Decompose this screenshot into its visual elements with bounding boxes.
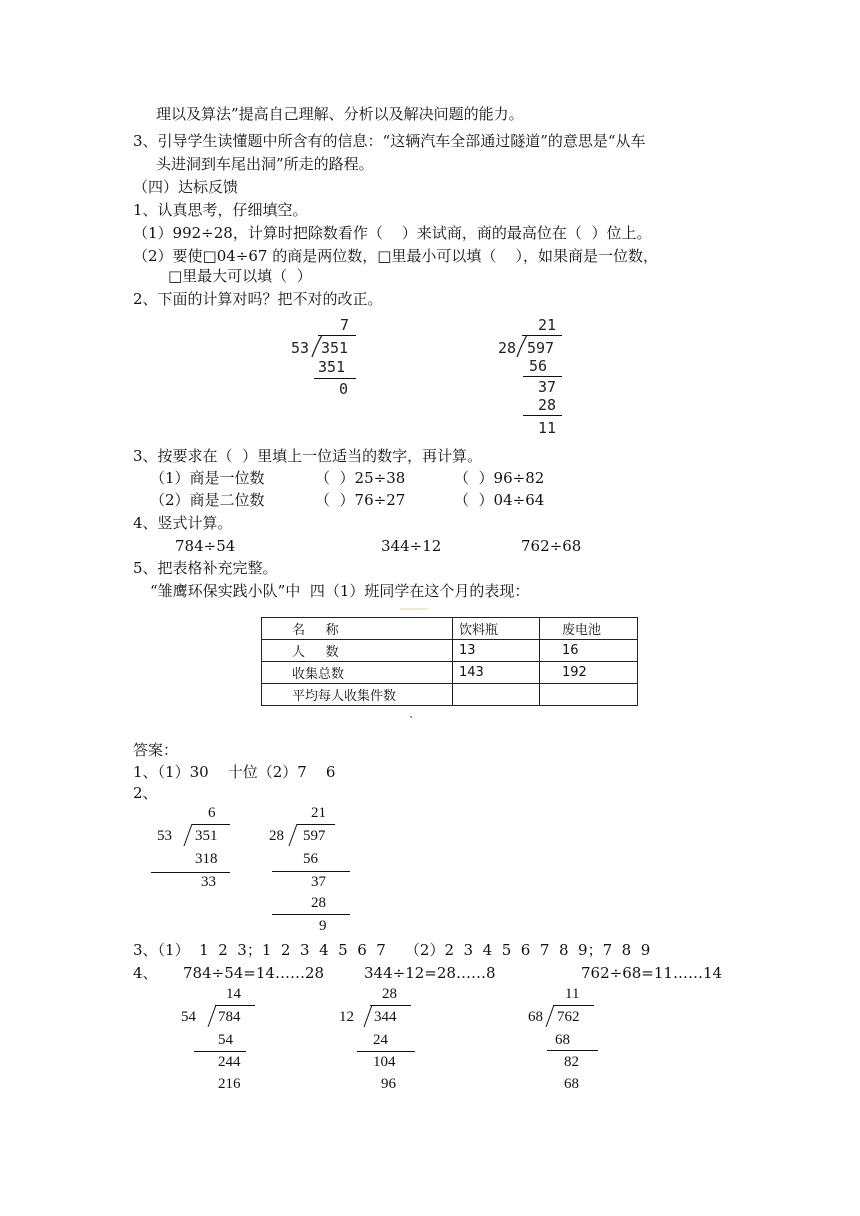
q3-row1-b: （ ）96÷82 <box>454 469 545 487</box>
table-cell: 平均每人收集件数 <box>262 684 453 706</box>
calc-quotient: 21 <box>538 316 557 334</box>
table-cell: 人 数 <box>262 640 453 662</box>
calc-quotient: 28 <box>382 986 397 1002</box>
division-bracket-icon <box>362 1004 374 1028</box>
q3-row1-a: （ ）25÷38 <box>315 469 406 487</box>
answer-1: 1、（1）30 十位（2）7 6 <box>133 763 336 781</box>
table-cell <box>453 684 540 706</box>
calc-step: 216 <box>218 1076 241 1092</box>
calc-step: 28 <box>311 895 326 911</box>
q1-item-2b: □里最大可以填（ ） <box>168 267 312 285</box>
section-title: （四）达标反馈 <box>133 178 239 196</box>
calc-dividend: 784 <box>218 1009 241 1025</box>
table-cell <box>540 684 638 706</box>
table-cell: 13 <box>453 640 540 662</box>
q2-title: 2、下面的计算对吗？把不对的改正。 <box>133 290 383 308</box>
calc-step: 54 <box>218 1032 233 1048</box>
q3-row2-b: （ ）04÷64 <box>454 491 545 509</box>
q3-row2-a: （ ）76÷27 <box>315 491 406 509</box>
calc-quotient: 7 <box>340 316 350 334</box>
calc-mid: 104 <box>373 1054 396 1070</box>
answer-4-label: 4、 <box>133 964 158 982</box>
table-cell: 饮料瓶 <box>453 618 540 640</box>
calc-dividend: 351 <box>195 828 218 844</box>
calc-step: 56 <box>529 357 548 375</box>
calc-mid: 37 <box>538 378 557 396</box>
calc-divisor: 53 <box>157 828 172 844</box>
table-cell: 收集总数 <box>262 662 453 684</box>
calc-quotient: 11 <box>565 986 580 1002</box>
calc-step: 68 <box>564 1076 579 1092</box>
calc-quotient: 6 <box>208 805 216 821</box>
answer-4-expr-3: 762÷68=11……14 <box>581 964 723 982</box>
intro-line-2: 3、引导学生读懂题中所含有的信息：“这辆汽车全部通过隧道”的意思是“从车 <box>133 132 646 150</box>
table-cell: 143 <box>453 662 540 684</box>
calc-mid: 244 <box>218 1054 241 1070</box>
answer-4-expr-1: 784÷54=14……28 <box>183 964 325 982</box>
calc-dividend: 597 <box>527 339 555 357</box>
calc-remainder: 0 <box>339 380 349 398</box>
answer-4-expr-2: 344÷12=28……8 <box>364 964 496 982</box>
stray-mark: ` <box>409 715 415 728</box>
division-bracket-icon <box>544 1004 556 1028</box>
calc-mid: 82 <box>564 1054 579 1070</box>
q3-title: 3、按要求在（ ）里填上一位适当的数字，再计算。 <box>133 447 483 465</box>
calc-dividend: 344 <box>374 1009 397 1025</box>
q1-title: 1、认真思考，仔细填空。 <box>133 201 308 219</box>
division-bracket-icon <box>206 1004 218 1028</box>
calc-step: 56 <box>303 851 318 867</box>
calc-dividend: 351 <box>321 339 349 357</box>
table-row <box>262 618 638 640</box>
table-row <box>262 662 638 684</box>
q4-expr-1: 784÷54 <box>175 537 236 555</box>
q3-row1-label: （1）商是一位数 <box>150 469 265 487</box>
table-cell: 废电池 <box>540 618 638 640</box>
answer-3: 3、（1） 1 2 3；1 2 3 4 5 6 7 （2）2 3 4 5 6 7 8 9；7 8 9 <box>133 941 651 959</box>
calc-remainder: 11 <box>538 419 557 437</box>
calc-divisor: 28 <box>498 339 517 357</box>
division-bracket-icon <box>182 823 194 847</box>
q5-subtitle: “雏鹰环保实践小队”中 四（1）班同学在这个月的表现： <box>150 582 530 600</box>
calc-quotient: 14 <box>226 986 241 1002</box>
q5-title: 5、把表格补充完整。 <box>133 559 278 577</box>
q1-item-2a: （2）要使□04÷67 的商是两位数，□里最小可以填（ ），如果商是一位数， <box>133 247 658 265</box>
division-bracket-icon <box>287 823 299 847</box>
calc-step: 351 <box>318 358 346 376</box>
calc-step: 24 <box>373 1032 388 1048</box>
table-cell: 名 称 <box>262 618 453 640</box>
calc-divisor: 28 <box>269 828 284 844</box>
q4-title: 4、竖式计算。 <box>133 514 233 532</box>
table-cell: 16 <box>540 640 638 662</box>
calc-divisor: 12 <box>339 1009 354 1025</box>
intro-line-1: 理以及算法”提高自己理解、分析以及解决问题的能力。 <box>156 105 524 123</box>
calc-remainder: 33 <box>201 874 216 890</box>
answers-title: 答案： <box>133 741 179 759</box>
intro-line-3: 头进洞到车尾出洞”所走的路程。 <box>156 155 374 173</box>
calc-divisor: 53 <box>291 339 310 357</box>
q3-row2-label: （2）商是二位数 <box>150 491 265 509</box>
q4-expr-3: 762÷68 <box>521 537 582 555</box>
calc-quotient: 21 <box>311 805 326 821</box>
calc-mid: 37 <box>311 874 326 890</box>
table-cell: 192 <box>540 662 638 684</box>
table-row <box>262 640 638 662</box>
calc-step: 96 <box>381 1076 396 1092</box>
table-row <box>262 684 638 706</box>
calc-divisor: 54 <box>181 1009 196 1025</box>
calc-step: 318 <box>195 851 218 867</box>
results-table <box>261 617 638 706</box>
calc-dividend: 597 <box>303 828 326 844</box>
calc-step: 28 <box>538 396 557 414</box>
calc-dividend: 762 <box>557 1009 580 1025</box>
answer-2-label: 2、 <box>133 784 158 802</box>
q4-expr-2: 344÷12 <box>381 537 442 555</box>
calc-remainder: 9 <box>319 918 327 934</box>
q1-item-1: （1）992÷28，计算时把除数看作（ ）来试商，商的最高位在（ ）位上。 <box>133 224 652 242</box>
calc-divisor: 68 <box>528 1009 543 1025</box>
calc-step: 68 <box>555 1032 570 1048</box>
